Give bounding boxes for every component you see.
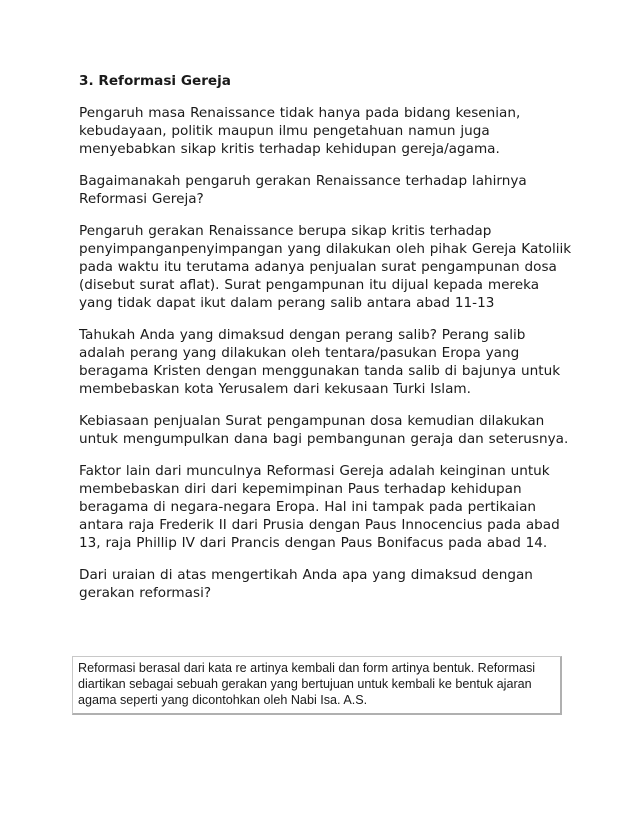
paragraph-question-reform-movement: Dari uraian di atas mengertikah Anda apa yang dimaksud dengan gerakan reformasi? (79, 567, 533, 601)
paragraph-question-reformation: Bagaimanakah pengaruh gerakan Renaissance terhadap lahirnya Reformasi Gereja? (79, 173, 527, 207)
paragraph-crusades: Tahukah Anda yang dimaksud dengan perang salib? Perang salib adalah perang yang dilakukan oleh tentara/pasukan Eropa yang beragama Kristen dengan menggunakan tanda salib di bajunya untuk membebaskan kota Yerusalem dari kekusaan Turki Islam. (79, 327, 561, 397)
answer-text: Reformasi berasal dari kata re artinya kembali dan form artinya bentuk. Reformasi diartikan sebagai sebuah gerakan yang bertujuan untuk kembali ke bentuk ajaran agama seperti yang dicontohkan oleh Nabi Isa. A.S. (78, 661, 536, 707)
paragraph-critical-attitude: Pengaruh gerakan Renaissance berupa sikap kritis terhadap penyimpanganpenyimpangan yang dilakukan oleh pihak Gereja Katoliik pada waktu itu terutama adanya penjualan surat pengampunan dosa (disebut surat aflat). Surat pengampunan itu dijual kepada mereka yang tidak dapat ikut dalam perang salib antara abad 11-13 (79, 223, 572, 311)
paragraph-indulgence-sales: Kebiasaan penjualan Surat pengampunan dosa kemudian dilakukan untuk mengumpulkan dana bagi pembangunan geraja dan seterusnya. (79, 413, 569, 447)
answer-box (72, 656, 562, 715)
paragraph-other-factors: Faktor lain dari munculnya Reformasi Gereja adalah keinginan untuk membebaskan diri dari kepemimpinan Paus terhadap kehidupan beragama di negara-negara Eropa. Hal ini tampak pada pertikaian antara raja Frederik II dari Prusia dengan Paus Innocencius pada abad 13, raja Phillip IV dari Prancis dengan Paus Bonifacus pada abad 14. (79, 463, 560, 551)
paragraph-renaissance-influence: Pengaruh masa Renaissance tidak hanya pada bidang kesenian, kebudayaan, politik maupun ilmu pengetahuan namun juga menyebabkan sikap kritis terhadap kehidupan gereja/agama. (79, 105, 521, 157)
section-title: 3. Reformasi Gereja (79, 73, 231, 89)
document-body (79, 72, 573, 616)
